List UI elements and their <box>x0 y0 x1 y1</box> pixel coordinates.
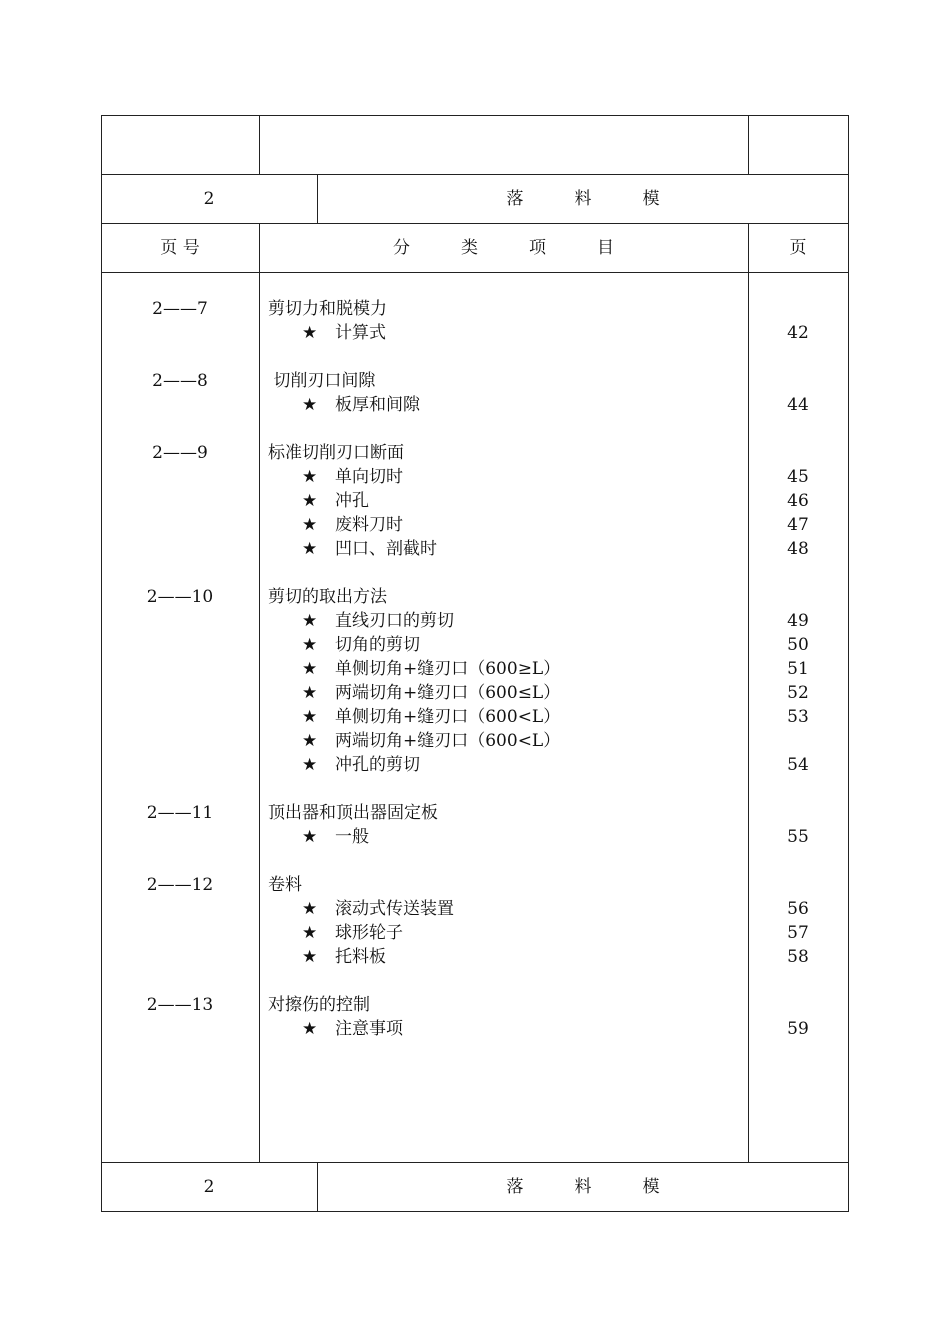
toc-item-label: 冲孔的剪切 <box>335 755 420 775</box>
star-bullet-icon: ★ <box>302 899 318 919</box>
column-header-page: 页 <box>789 238 807 258</box>
chapter-number: 2 <box>203 189 215 209</box>
section-title: 对擦伤的控制 <box>268 995 370 1015</box>
toc-item-page: 45 <box>787 467 809 487</box>
toc-item-page: 50 <box>787 635 809 655</box>
section-code: 2——9 <box>152 443 208 463</box>
column-header-category: 分 类 项 目 <box>393 238 614 258</box>
section-title: 卷料 <box>268 875 302 895</box>
star-bullet-icon: ★ <box>302 1019 318 1039</box>
toc-item-label: 板厚和间隙 <box>335 395 420 415</box>
toc-item-page: 44 <box>787 395 809 415</box>
footer-chapter-title: 落 料 模 <box>506 1177 660 1197</box>
toc-item-page: 42 <box>787 323 809 343</box>
star-bullet-icon: ★ <box>302 491 318 511</box>
star-bullet-icon: ★ <box>302 827 318 847</box>
star-bullet-icon: ★ <box>302 539 318 559</box>
toc-item-label: 单向切时 <box>335 467 403 487</box>
star-bullet-icon: ★ <box>302 731 318 751</box>
toc-item-label: 直线刃口的剪切 <box>335 611 454 631</box>
star-bullet-icon: ★ <box>302 635 318 655</box>
toc-item-page: 52 <box>787 683 809 703</box>
section-code: 2——12 <box>146 875 214 895</box>
star-bullet-icon: ★ <box>302 323 318 343</box>
col-divider <box>259 115 260 174</box>
toc-item-label: 球形轮子 <box>335 923 403 943</box>
row-divider <box>101 272 849 273</box>
toc-item-page: 58 <box>787 947 809 967</box>
col-divider <box>259 223 260 1162</box>
star-bullet-icon: ★ <box>302 923 318 943</box>
toc-item-page: 56 <box>787 899 809 919</box>
toc-item-label: 单侧切角+缝刃口（600≥L） <box>335 659 561 679</box>
footer-chapter-number: 2 <box>203 1177 215 1197</box>
toc-item-label: 两端切角+缝刃口（600≤L） <box>335 683 561 703</box>
toc-item-page: 55 <box>787 827 809 847</box>
star-bullet-icon: ★ <box>302 515 318 535</box>
star-bullet-icon: ★ <box>302 683 318 703</box>
section-code: 2——8 <box>152 371 208 391</box>
star-bullet-icon: ★ <box>302 395 318 415</box>
star-bullet-icon: ★ <box>302 611 318 631</box>
section-title: 剪切力和脱模力 <box>268 299 387 319</box>
section-title: 剪切的取出方法 <box>268 587 387 607</box>
toc-item-label: 托料板 <box>335 947 386 967</box>
chapter-title: 落 料 模 <box>506 189 660 209</box>
section-code: 2——11 <box>146 803 214 823</box>
star-bullet-icon: ★ <box>302 659 318 679</box>
toc-item-page: 53 <box>787 707 809 727</box>
star-bullet-icon: ★ <box>302 755 318 775</box>
toc-item-page: 51 <box>787 659 809 679</box>
toc-item-page: 48 <box>787 539 809 559</box>
toc-item-label: 凹口、剖截时 <box>335 539 437 559</box>
star-bullet-icon: ★ <box>302 467 318 487</box>
toc-item-label: 单侧切角+缝刃口（600<L） <box>335 707 561 727</box>
toc-item-label: 滚动式传送装置 <box>335 899 454 919</box>
section-title: 标准切削刃口断面 <box>268 443 404 463</box>
star-bullet-icon: ★ <box>302 947 318 967</box>
toc-item-label: 冲孔 <box>335 491 369 511</box>
star-bullet-icon: ★ <box>302 707 318 727</box>
toc-item-label: 计算式 <box>335 323 386 343</box>
toc-item-page: 47 <box>787 515 809 535</box>
section-title: 顶出器和顶出器固定板 <box>268 803 438 823</box>
row-divider <box>101 223 849 224</box>
row-divider <box>101 174 849 175</box>
toc-item-label: 两端切角+缝刃口（600<L） <box>335 731 561 751</box>
col-divider <box>748 115 749 174</box>
toc-item-page: 57 <box>787 923 809 943</box>
section-code: 2——7 <box>152 299 208 319</box>
section-title: 切削刃口间隙 <box>268 371 376 391</box>
section-code: 2——13 <box>146 995 214 1015</box>
section-code: 2——10 <box>146 587 214 607</box>
toc-item-label: 一般 <box>335 827 369 847</box>
toc-item-label: 切角的剪切 <box>335 635 420 655</box>
row-divider <box>101 1162 849 1163</box>
toc-item-label: 注意事项 <box>335 1019 403 1039</box>
toc-item-page: 46 <box>787 491 809 511</box>
toc-item-page: 49 <box>787 611 809 631</box>
toc-item-label: 废料刀时 <box>335 515 403 535</box>
toc-item-page: 54 <box>787 755 809 775</box>
toc-item-page: 59 <box>787 1019 809 1039</box>
column-header-number: 页 号 <box>160 238 200 258</box>
